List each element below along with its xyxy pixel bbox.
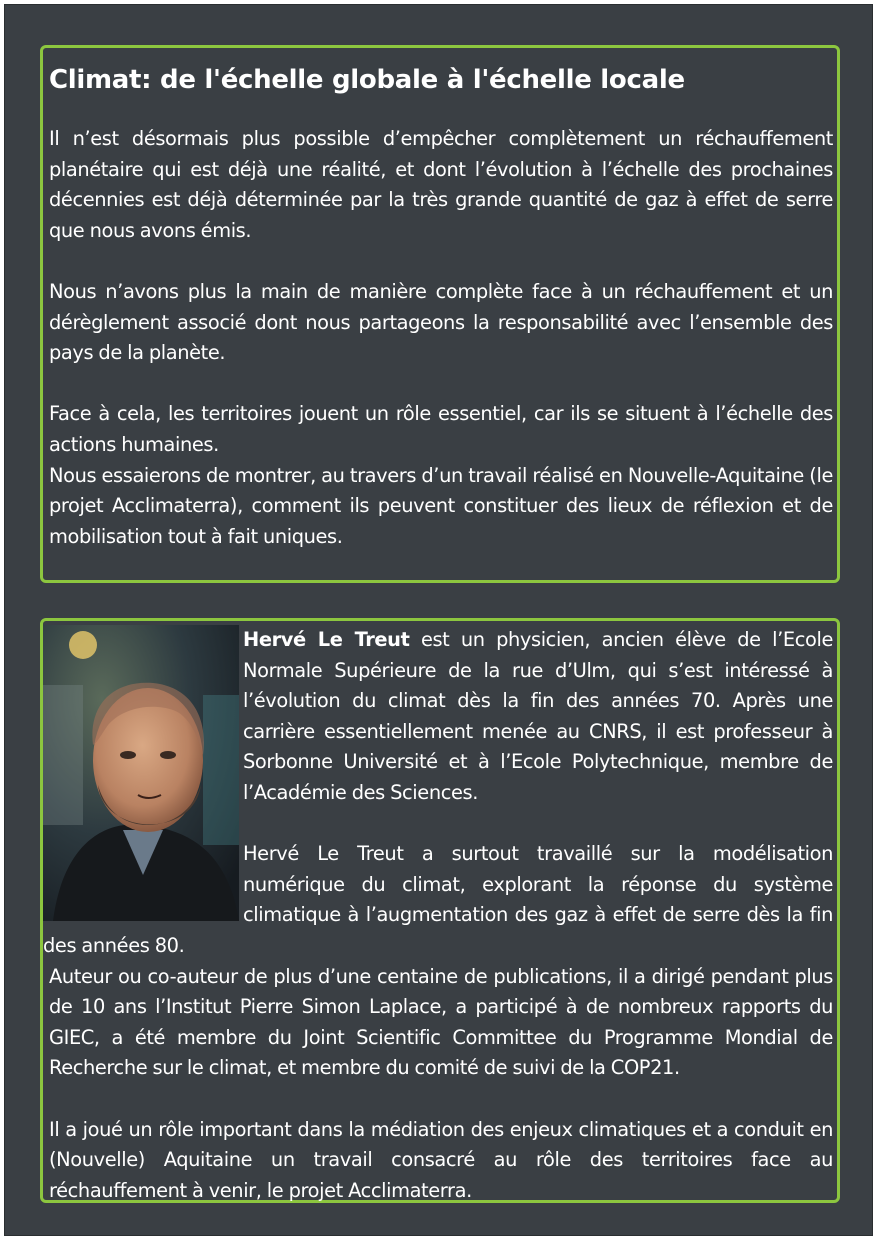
intro-paragraph-2: Nous n’avons plus la main de manière complète face à un réchauffement et un dérèglement associé dont nous partageons la responsabilité avec l’ensemble des pays de la planète. xyxy=(49,279,833,365)
bio-paragraph-1: Hervé Le Treut a surtout travaillé sur la modélisation numérique du climat, explorant la réponse du système climatique à l’augmentation des gaz à effet de serre dès la fin des années 80. xyxy=(43,842,833,957)
bio-box xyxy=(40,618,840,1203)
portrait-image xyxy=(43,625,239,921)
intro-paragraph-4: Nous essaierons de montrer, au travers d’un travail réalisé en Nouvelle-Aquitaine (le projet Acclimaterra), comment ils peuvent constituer des lieux de réflexion et de mobilisation tout à fait uniques. xyxy=(49,463,833,548)
bio-paragraph-2: Auteur ou co-auteur de plus d’une centaine de publications, il a dirigé pendant plus de 10 ans l’Institut Pierre Simon Laplace, a participé à de nombreux rapports du GIEC, a été membre du Joint Scientific Committee du Programme Mondial de Recherche sur le climat, et membre du comité de suivi de la COP21. xyxy=(49,964,833,1080)
page-title: Climat: de l'échelle globale à l'échelle locale xyxy=(49,65,685,95)
intro-box xyxy=(40,45,840,583)
bio-paragraph-3: Il a joué un rôle important dans la médiation des enjeux climatiques et a conduit en (Nouvelle) Aquitaine un travail consacré au rôle des territoires face au réchauffement à venir, le projet Acclimaterra. xyxy=(49,1117,833,1202)
intro-paragraph-3: Face à cela, les territoires jouent un rôle essentiel, car ils se situent à l’échelle des actions humaines. xyxy=(49,402,833,456)
bio-name: Hervé Le Treut xyxy=(243,628,410,651)
intro-paragraph-1: Il n’est désormais plus possible d’empêcher complètement un réchauffement planétaire qui est déjà une réalité, et dont l’évolution à l’échelle des prochaines décennies est déjà déterminée par la très grande quantité de gaz à effet de serre que nous avons émis. xyxy=(49,127,833,242)
page xyxy=(4,4,873,1236)
portrait-photo xyxy=(43,625,239,921)
bio-intro-text: est un physicien, ancien élève de l’Ecole Normale Supérieure de la rue d’Ulm, qui s’est intéressé à l’évolution du climat dès la fin des années 70. Après une carrière essentiellement menée au CNRS, il est professeur à Sorbonne Université et à l’Ecole Polytechnique, membre de l’Académie des Sciences. xyxy=(243,628,834,804)
